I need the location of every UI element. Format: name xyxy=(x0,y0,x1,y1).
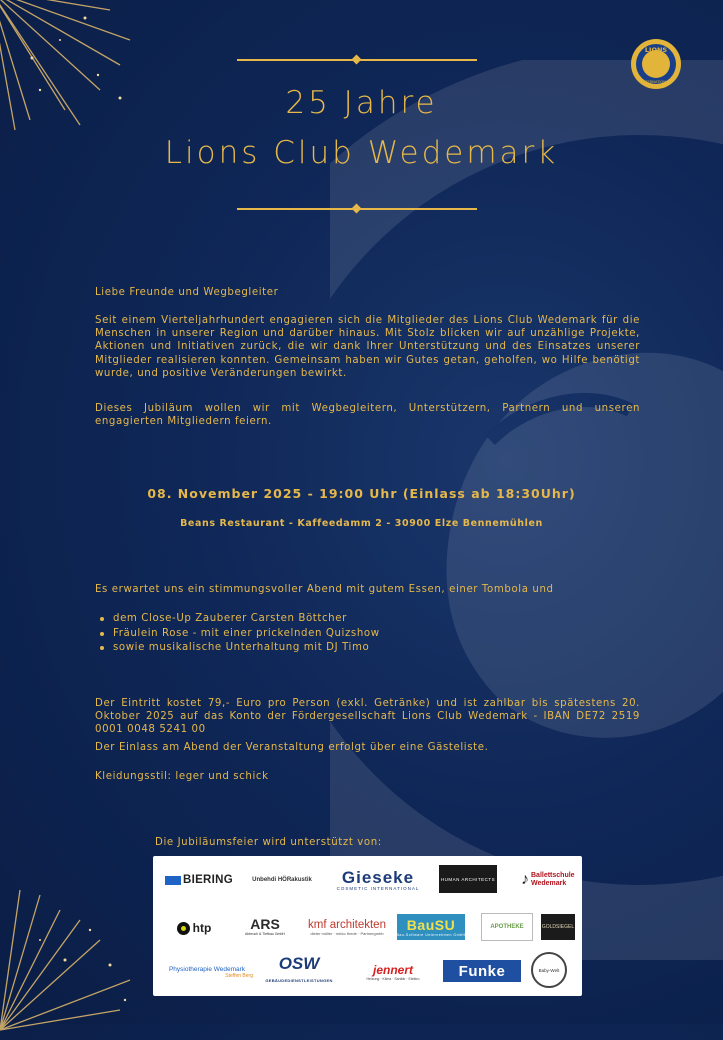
sponsor-ars-logo: ARS Abbruch & Tiefbau GmbH xyxy=(245,916,285,936)
sponsor-round-logo: Baby-Welt xyxy=(531,952,567,988)
sponsor-human-architects-logo: HUMAN ARCHITECTS xyxy=(439,865,497,893)
divider-top xyxy=(237,55,477,65)
firework-bottom-icon xyxy=(0,870,150,1040)
sponsor-osw-logo: OSW GEBÄUDEDIENSTLEISTUNGEN xyxy=(265,954,333,983)
list-item: dem Close-Up Zauberer Carsten Böttcher xyxy=(98,612,380,627)
sponsor-physiotherapie-logo: Physiotherapie Wedemark Steffen Berg xyxy=(168,965,253,979)
sponsor-biering-logo: BIERING xyxy=(159,870,239,890)
sponsor-hoerakustik-logo: Unbehdi HÖRakustik xyxy=(252,877,312,883)
sponsor-htp-logo: htp xyxy=(159,916,229,940)
logo-subtext: INTERNATIONAL xyxy=(641,80,671,84)
sponsor-logos xyxy=(153,856,582,996)
title-line-2: Lions Club Wedemark xyxy=(164,135,559,171)
sponsor-gieseke-logo: Gieseke COSMETIC INTERNATIONAL xyxy=(336,868,420,891)
guestlist-paragraph: Der Einlass am Abend der Veranstaltung erfolgt über eine Gästeliste. xyxy=(95,742,489,753)
sponsor-funke-logo: Funke xyxy=(443,960,521,982)
sponsor-apotheke-logo: APOTHEKE xyxy=(481,913,533,941)
lions-logo-icon xyxy=(630,38,682,90)
list-item: Fräulein Rose - mit einer prickelnden Quizshow xyxy=(98,627,380,642)
program-list xyxy=(98,612,380,656)
logo-text: LIONS xyxy=(644,46,668,54)
event-date-time: 08. November 2025 - 19:00 Uhr (Einlass ab 18:30Uhr) xyxy=(147,486,576,501)
sponsor-ballettschule-logo: ♪ Ballettschule Wedemark xyxy=(521,871,575,888)
event-venue: Beans Restaurant - Kaffeedamm 2 - 30900 Elze Bennemühlen xyxy=(180,518,543,529)
title-line-1: 25 Jahre xyxy=(285,85,438,121)
list-item: sowie musikalische Unterhaltung mit DJ Timo xyxy=(98,641,380,656)
sponsor-kmf-architekten-logo: kmf architekten dieter müller · mirko thede · Partnergmbb xyxy=(308,918,386,936)
program-intro: Es erwartet uns ein stimmungsvoller Abend mit gutem Essen, einer Tombola und xyxy=(95,584,554,595)
sponsor-goldsiegel-logo: GOLDSIEGEL xyxy=(541,914,575,940)
divider-bottom xyxy=(237,204,477,214)
sponsor-heading: Die Jubiläumsfeier wird unterstützt von: xyxy=(155,837,382,848)
price-paragraph: Der Eintritt kostet 79,- Euro pro Person (exkl. Getränke) und ist zahlbar bis spätestens 20. Oktober 2025 auf das Konto der Fördergesellschaft Lions Club Wedemark - IBAN DE72 2519 0001 0048 5241 00 xyxy=(95,698,640,736)
intro-paragraph: Seit einem Vierteljahrhundert engagieren sich die Mitglieder des Lions Club Wedemark für die Menschen in unserer Region und darüber hinaus. Mit Stolz blicken wir auf unzählige Projekte, Aktionen und Initiativen zurück, die wir dank Ihrer Unterstützung und des Einsatzes unserer Mitglieder realisieren konnten. Gemeinsam haben wir Gutes getan, geholfen, wo Hilfe benötigt wurde, und positive Veränderungen bewirkt. xyxy=(95,315,640,379)
sponsor-jennert-logo: jennert Heizung · Klima · Sanitär · Elektro xyxy=(366,963,420,981)
sponsor-bausu-logo: BauSU Bau-Software Unternehmen GmbH xyxy=(397,914,465,940)
lions-watermark-icon xyxy=(330,60,723,960)
greeting: Liebe Freunde und Wegbegleiter xyxy=(95,287,279,298)
dress-code: Kleidungsstil: leger und schick xyxy=(95,771,269,782)
celebration-paragraph: Dieses Jubiläum wollen wir mit Wegbegleitern, Unterstützern, Partnern und unseren engagierten Mitgliedern feiern. xyxy=(95,403,640,428)
